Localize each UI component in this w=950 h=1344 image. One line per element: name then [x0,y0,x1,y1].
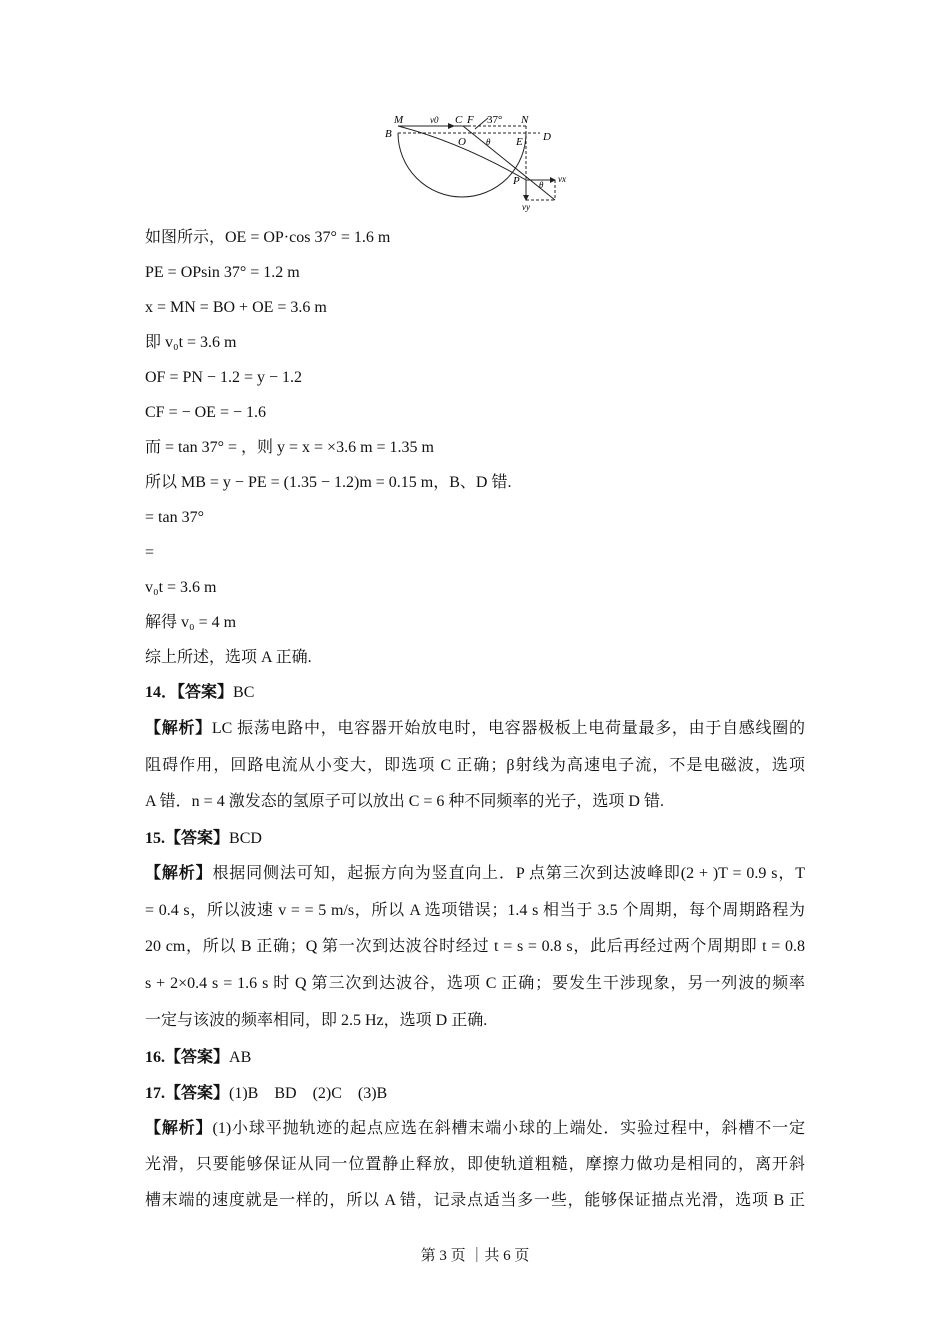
text-line: = tan 37° [145,509,204,526]
analysis-text: 根据同侧法可知，起振方向为竖直向上．P 点第三次到达波峰即(2 + )T = 0.9 s，T [212,865,805,882]
label-theta-p: θ [539,180,544,190]
q17-analysis-line: 光滑，只要能够保证从同一位置静止释放，即使轨道粗糙，摩擦力做功是相同的，离开斜 [145,1156,805,1173]
label-v0: v0 [430,115,439,125]
label-vx: vx [558,174,566,184]
analysis-label: 【解析】 [145,1120,213,1137]
q15-analysis-line [145,864,805,884]
label-vy: vy [522,202,530,212]
text-line: PE = OPsin 37° = 1.2 m [145,264,300,281]
q17-answer [145,1084,387,1104]
q17-analysis-line [145,1119,805,1139]
answer-label: 16.【答案】 [145,1049,230,1066]
q15-analysis-line: = 0.4 s，所以波速 v = = 5 m/s，所以 A 选项错误；1.4 s 相当于 3.5 个周期，每个周期路程为 [145,902,805,919]
text-line: 而 = tan 37° = ，则 y = x = ×3.6 m = 1.35 m [145,439,434,456]
answer-label: 15.【答案】 [145,830,230,847]
text-line: CF = − OE = − 1.6 [145,404,266,421]
q15-analysis-line: 一定与该波的频率相同，即 2.5 Hz，选项 D 正确. [145,1012,488,1029]
projectile-semicircle-diagram [380,112,580,217]
q15-analysis-line: 20 cm，所以 B 正确；Q 第一次到达波谷时经过 t = s = 0.8 s，此后再经过两个周期即 t = 0.8 [145,938,805,955]
analysis-text: LC 振荡电路中，电容器开始放电时，电容器极板上电荷量最多，由于自感线圈的 [211,720,805,737]
label-D: D [543,131,551,143]
text-line: 综上所述，选项 A 正确. [145,649,312,666]
label-E: E [516,136,523,148]
label-F: F [467,114,474,126]
text-line: = [145,544,155,561]
answer-value: AB [229,1049,252,1066]
text-line: 所以 MB = y − PE = (1.35 − 1.2)m = 0.15 m，B、D 错. [145,474,512,491]
text-line: 如图所示，OE = OP·cos 37° = 1.6 m [145,229,391,246]
q17-analysis-line: 槽末端的速度就是一样的，所以 A 错，记录点适当多一些，能够保证描点光滑，选项 B 正 [145,1192,805,1209]
label-C: C [455,114,463,126]
q14-answer [145,683,254,703]
answer-value: BCD [229,830,262,847]
label-N: N [521,114,529,126]
analysis-label: 【解析】 [145,720,212,737]
page-footer: 第 3 页 ｜共 6 页 [420,1248,530,1264]
label-B: B [385,128,392,140]
label-O: O [458,136,466,148]
text-line: x = MN = BO + OE = 3.6 m [145,299,327,316]
label-P: P [513,175,520,187]
q16-answer [145,1048,251,1068]
text-line: 解得 v₀ = 4 m [145,614,237,631]
answer-label: 14．【答案】 [145,684,234,701]
text-line: v₀t = 3.6 m [145,579,217,596]
answer-value: (1)B BD (2)C (3)B [229,1085,388,1102]
label-angle: 37° [487,114,503,126]
answer-value: BC [233,684,255,701]
analysis-label: 【解析】 [145,865,213,882]
q15-answer [145,829,262,849]
q14-analysis-line: 阻碍作用，回路电流从小变大，即选项 C 正确；β射线为高速电子流，不是电磁波，选项 [145,757,805,774]
text-line: OF = PN − 1.2 = y − 1.2 [145,369,302,386]
text-line: 即 v₀t = 3.6 m [145,334,237,351]
q14-analysis-line: A 错．n = 4 激发态的氢原子可以放出 C = 6 种不同频率的光子，选项 D 错. [145,793,664,810]
q15-analysis-line: s + 2×0.4 s = 1.6 s 时 Q 第三次到达波谷，选项 C 正确；要发生干涉现象，另一列波的频率 [145,975,805,992]
answer-label: 17.【答案】 [145,1085,230,1102]
label-M: M [394,114,404,126]
analysis-text: (1)小球平抛轨迹的起点应选在斜槽末端小球的上端处．实验过程中，斜槽不一定 [212,1120,805,1137]
label-theta: θ [486,137,491,147]
q14-analysis-line [145,719,805,739]
